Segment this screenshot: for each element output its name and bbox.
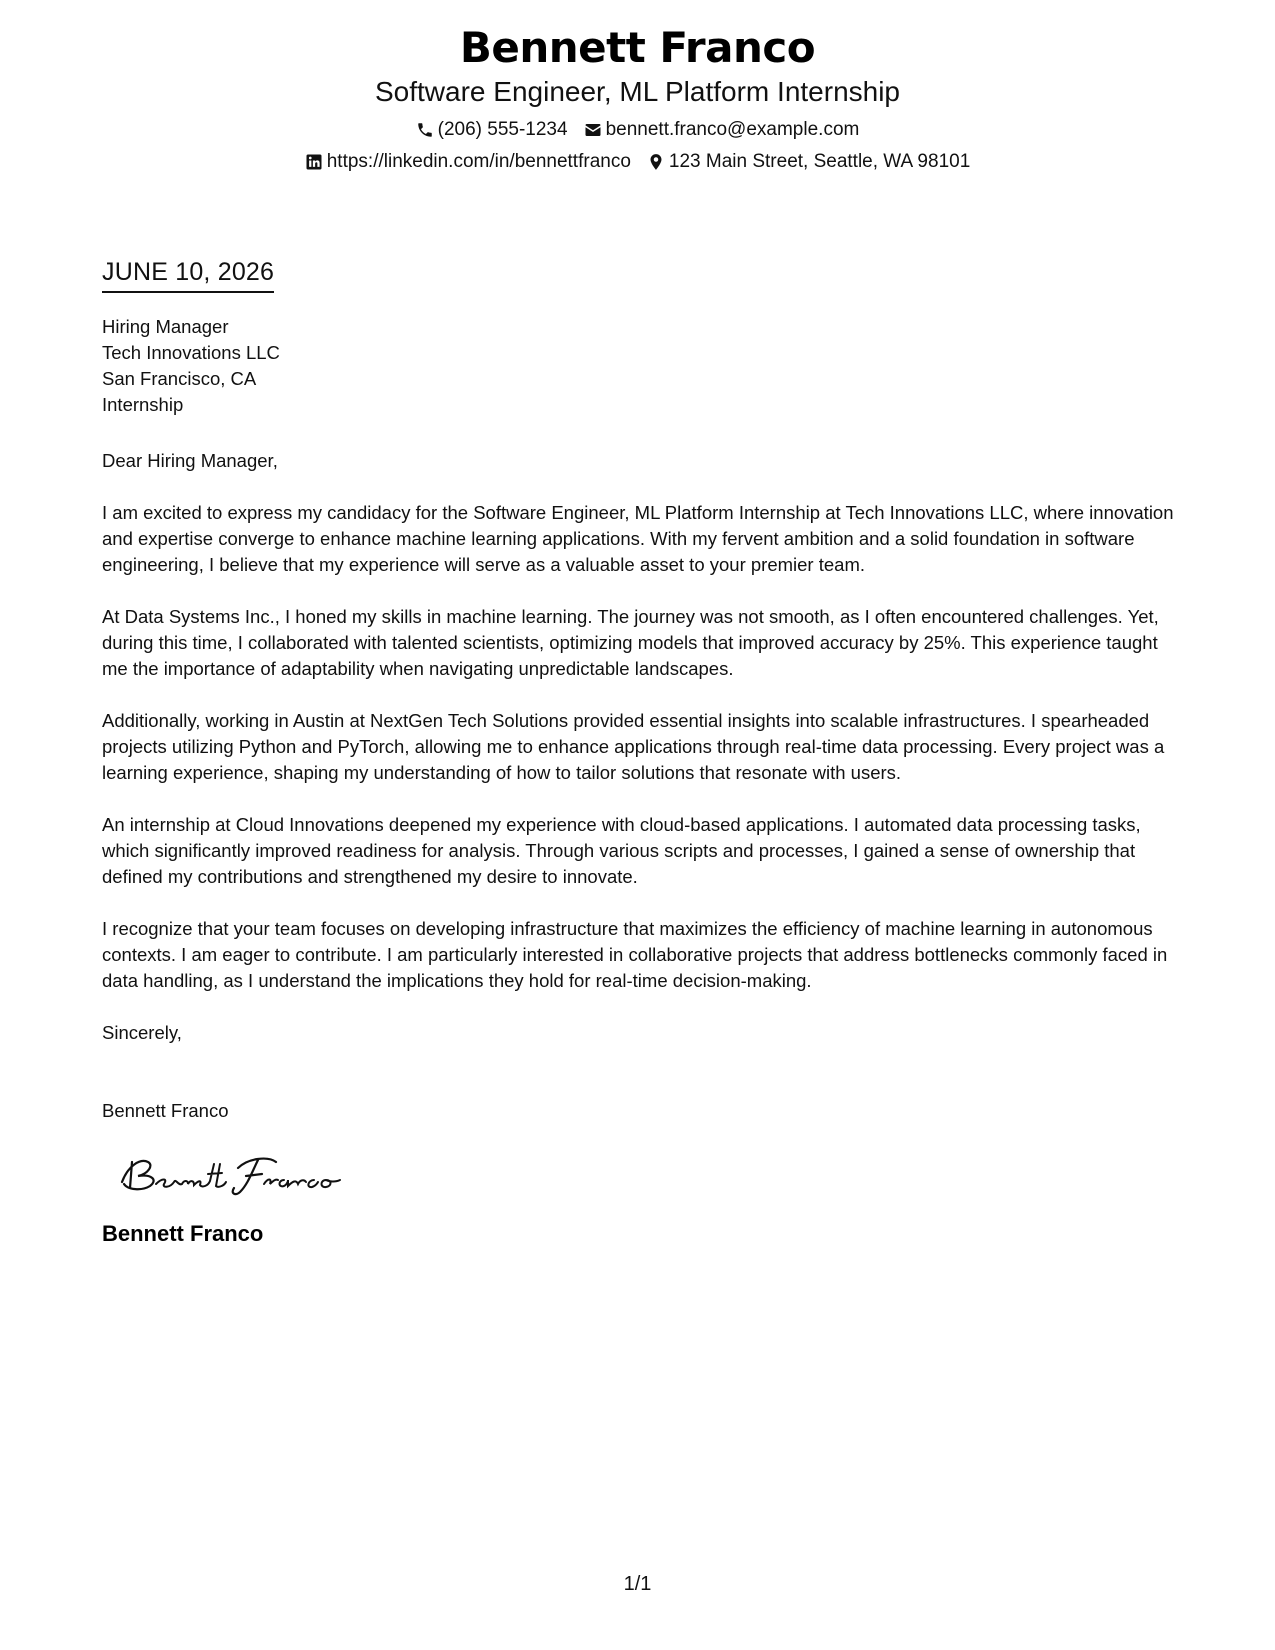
map-marker-icon (647, 153, 665, 171)
recipient-line: San Francisco, CA (102, 368, 257, 389)
letter-header (0, 22, 1275, 174)
body-paragraph: I recognize that your team focuses on developing infrastructure that maximizes the efficiency of machine learning in autonomous contexts. I am eager to contribute. I am particularly interested in collaborative projects that address bottlenecks commonly faced in data handling, as I understand the implications they hold for real-time decision-making. (102, 918, 1168, 991)
letter-body (102, 448, 1182, 1248)
body-paragraph: Additionally, working in Austin at NextGen Tech Solutions provided essential insights into scalable infrastructures. I spearheaded projects utilizing Python and PyTorch, allowing me to enhance applications through real-time data processing. Every project was a learning experience, shaping my understanding of how to tailor solutions that resonate with users. (102, 710, 1165, 783)
printed-name: Bennett Franco (102, 1100, 229, 1121)
email-address: bennett.franco@example.com (605, 119, 860, 140)
closing: Sincerely, (102, 1022, 182, 1043)
recipient-line: Tech Innovations LLC (102, 342, 280, 363)
envelope-icon (584, 121, 602, 139)
recipient-block (102, 314, 280, 418)
salutation: Dear Hiring Manager, (102, 450, 278, 471)
linkedin-contact (305, 150, 631, 174)
page-number: 1/1 (623, 1573, 652, 1595)
phone-number: (206) 555-1234 (437, 119, 568, 140)
recipient-line: Internship (102, 394, 184, 415)
phone-icon (416, 121, 434, 139)
contact-row-1 (0, 118, 1275, 142)
linkedin-icon (305, 153, 323, 171)
applicant-name: Bennett Franco (459, 23, 816, 72)
body-paragraph: I am excited to express my candidacy for the Software Engineer, ML Platform Internship at Tech Innovations LLC, where innovation and expertise converge to enhance machine learning applications. With my fervent ambition and a solid foundation in software engineering, I believe that my experience will serve as a valuable asset to your premier team. (102, 502, 1174, 575)
phone-contact (416, 118, 568, 142)
contact-row-2 (0, 150, 1275, 174)
address-contact (647, 150, 970, 174)
linkedin-url[interactable]: https://linkedin.com/in/bennettfranco (326, 151, 631, 172)
signature-name: Bennett Franco (102, 1221, 264, 1246)
body-paragraph: An internship at Cloud Innovations deepened my experience with cloud-based applications. I automated data processing tasks, which significantly improved readiness for analysis. Through various scripts and processes, I gained a sense of ownership that defined my contributions and strengthened my desire to innovate. (102, 814, 1141, 887)
email-contact (584, 118, 860, 142)
handwritten-signature (118, 1146, 358, 1198)
recipient-line: Hiring Manager (102, 316, 229, 337)
letter-date: JUNE 10, 2026 (102, 256, 274, 293)
job-title: Software Engineer, ML Platform Internship (375, 76, 900, 107)
mailing-address: 123 Main Street, Seattle, WA 98101 (668, 151, 971, 172)
body-paragraph: At Data Systems Inc., I honed my skills in machine learning. The journey was not smooth, as I often encountered challenges. Yet, during this time, I collaborated with talented scientists, optimizing models that improved accuracy by 25%. This experience taught me the importance of adaptability when navigating unpredictable landscapes. (102, 606, 1159, 679)
